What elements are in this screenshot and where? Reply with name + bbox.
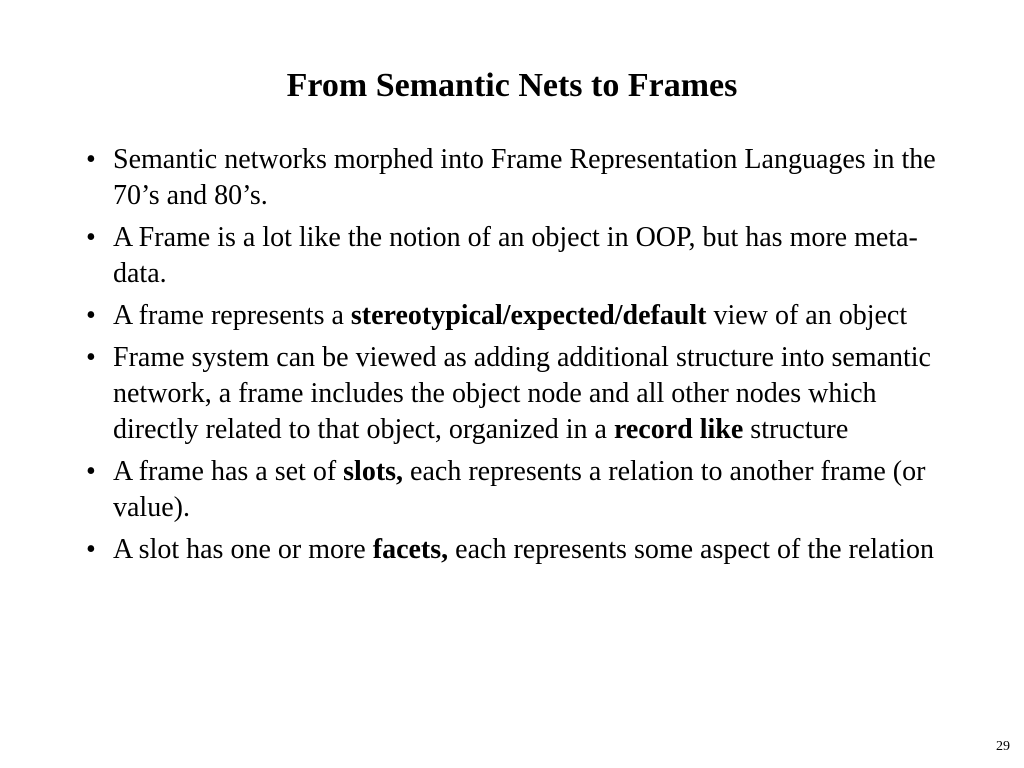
bullet-text: each represents some aspect of the relation [448, 534, 935, 565]
bullet-text: A frame has a set of [113, 456, 344, 487]
slide-title: From Semantic Nets to Frames [286, 67, 738, 104]
bullet-emphasis: slots, [343, 456, 404, 487]
bullet-marker: • [86, 144, 96, 175]
bullet-text: Semantic networks morphed into Frame Representation Languages in the 70’s and 80’s. [113, 144, 936, 211]
bullet-marker: • [86, 534, 96, 565]
bullet-item [86, 532, 946, 568]
bullet-emphasis: record like [613, 414, 744, 445]
bullet-emphasis: facets, [372, 534, 449, 565]
bullet-item [86, 220, 946, 292]
bullet-item [86, 142, 946, 214]
bullet-list [86, 142, 946, 574]
bullet-text: structure [743, 414, 849, 445]
bullet-text: A Frame is a lot like the notion of an object in OOP, but has more meta-data. [113, 222, 918, 289]
bullet-marker: • [86, 222, 96, 253]
bullet-item [86, 298, 946, 334]
bullet-marker: • [86, 456, 96, 487]
bullet-marker: • [86, 300, 96, 331]
bullet-item [86, 454, 946, 526]
bullet-text: view of an object [706, 300, 908, 331]
bullet-item [86, 340, 946, 448]
bullet-text: A slot has one or more [113, 534, 373, 565]
page-number: 29 [996, 739, 1010, 754]
bullet-marker: • [86, 342, 96, 373]
bullet-text: each represents a relation to another frame (or value). [113, 456, 926, 523]
bullet-text: A frame represents a [113, 300, 351, 331]
bullet-text: Frame system can be viewed as adding additional structure into semantic network, a frame includes the object node and all other nodes which directly related to that object, organized in a [113, 342, 931, 445]
bullet-emphasis: stereotypical/expected/default [350, 300, 707, 331]
